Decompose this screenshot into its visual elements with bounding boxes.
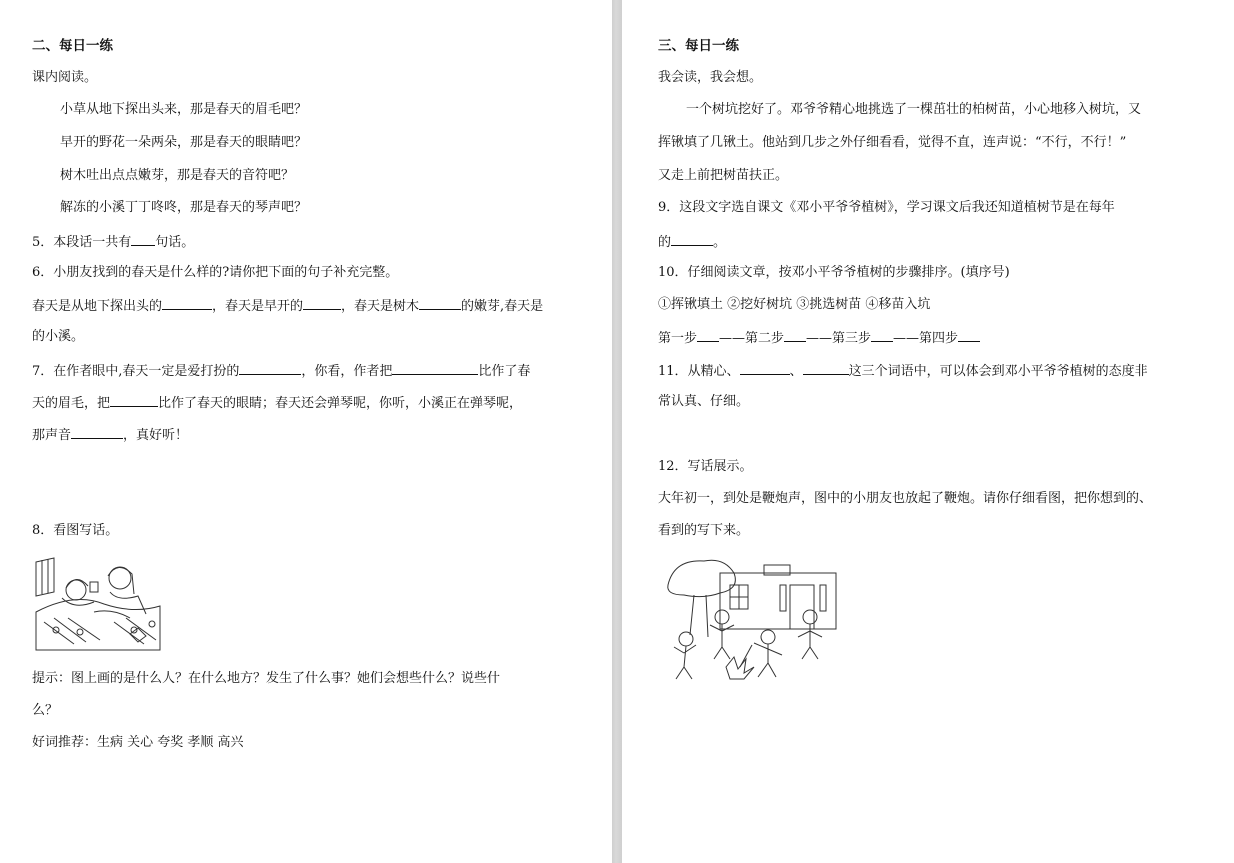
answer-blank[interactable] [697, 329, 719, 342]
answer-blank[interactable] [784, 329, 806, 342]
question-10-steps [658, 329, 980, 347]
answer-blank[interactable] [303, 297, 341, 310]
q11-text: 这三个词语中，可以体会到邓小平爷爷植树的态度非 [848, 364, 1148, 379]
answer-blank[interactable] [110, 394, 158, 407]
q7-text: 比作了春 [478, 364, 531, 379]
reading-intro: 课内阅读。 [32, 70, 98, 85]
question-6-line [32, 297, 543, 315]
q7-text: ，真好听！ [123, 428, 189, 443]
passage-line: 又走上前把树苗扶正。 [658, 168, 789, 183]
step-label: ——第四步 [893, 331, 959, 346]
poem-line: 早开的野花一朵两朵，那是春天的眼睛吧？ [60, 135, 308, 150]
page-gutter [612, 0, 622, 863]
question-10: 10．仔细阅读文章，按邓小平爷爷植树的步骤排序。(填序号) [658, 265, 1010, 280]
q7-text: 天的眉毛，把 [32, 396, 111, 411]
question-12: 12．写话展示。 [658, 459, 753, 474]
question-7-line [32, 394, 522, 412]
q7-text: 那声音 [32, 428, 72, 443]
recommended-words: 好词推荐：生病 关心 夸奖 孝顺 高兴 [32, 735, 244, 750]
sick-child-illustration [34, 552, 162, 652]
section-title: 三、每日一练 [658, 38, 739, 54]
passage-line: 一个树坑挖好了。邓爷爷精心地挑选了一棵茁壮的柏树苗，小心地移入树坑，又 [686, 102, 1142, 117]
q9-text: 的 [658, 235, 672, 250]
right-page [622, 0, 1234, 863]
question-11-line: 常认真、仔细。 [658, 394, 750, 409]
answer-blank[interactable] [803, 362, 849, 375]
answer-blank[interactable] [958, 329, 980, 342]
question-9-line [658, 233, 726, 251]
q11-text: 、 [789, 364, 803, 379]
q6-text: ，春天是树木 [341, 299, 420, 314]
answer-blank[interactable] [239, 362, 301, 375]
step-label: ——第三步 [806, 331, 872, 346]
q6-text: 的嫩芽,春天是 [461, 299, 544, 314]
q11-text: 11．从精心、 [658, 364, 740, 379]
poem-line: 解冻的小溪丁丁咚咚，那是春天的琴声吧？ [60, 200, 308, 215]
q6-text: ，春天是早开的 [212, 299, 304, 314]
hint-line: 么？ [32, 703, 59, 718]
question-9: 9．这段文字选自课文《邓小平爷爷植树》，学习课文后我还知道植树节是在每年 [658, 200, 1115, 215]
q7-text: ，你看，作者把 [301, 364, 393, 379]
section-title: 二、每日一练 [32, 38, 113, 54]
question-7-line [32, 426, 188, 444]
question-7 [32, 362, 530, 380]
question-6: 6．小朋友找到的春天是什么样的?请你把下面的句子补充完整。 [32, 265, 399, 280]
question-11 [658, 362, 1148, 380]
answer-blank[interactable] [871, 329, 893, 342]
question-8: 8．看图写话。 [32, 523, 119, 538]
answer-blank[interactable] [392, 362, 478, 375]
answer-blank[interactable] [740, 362, 790, 375]
question-12-line: 大年初一，到处是鞭炮声，图中的小朋友也放起了鞭炮。请你仔细看图，把你想到的、 [658, 491, 1153, 506]
question-12-line: 看到的写下来。 [658, 523, 750, 538]
answer-blank[interactable] [162, 297, 212, 310]
poem-line: 小草从地下探出头来，那是春天的眉毛吧？ [60, 102, 308, 117]
step-label: ——第二步 [719, 331, 785, 346]
question-10-options: ①挥锹填土 ②挖好树坑 ③挑选树苗 ④移苗入坑 [658, 297, 931, 312]
passage-line: 挥锹填了几锹土。他站到几步之外仔细看看，觉得不直，连声说：“不行，不行！” [658, 135, 1127, 150]
hint-line: 提示：图上画的是什么人？在什么地方？发生了什么事？她们会想些什么？说些什 [32, 671, 501, 686]
firecracker-illustration [664, 555, 844, 687]
q5-text: 5．本段话一共有 [32, 235, 132, 250]
q7-text: 比作了春天的眼睛；春天还会弹琴呢，你听，小溪正在弹琴呢， [158, 396, 523, 411]
answer-blank[interactable] [419, 297, 461, 310]
q9-text: 。 [713, 235, 727, 250]
q5-text: 句话。 [155, 235, 195, 250]
answer-blank[interactable] [671, 233, 713, 246]
question-5 [32, 233, 194, 251]
q6-text: 春天是从地下探出头的 [32, 299, 163, 314]
poem-line: 树木吐出点点嫩芽，那是春天的音符吧？ [60, 168, 295, 183]
answer-blank[interactable] [71, 426, 123, 439]
step-label: 第一步 [658, 331, 698, 346]
q7-text: 7．在作者眼中,春天一定是爱打扮的 [32, 364, 240, 379]
left-page [0, 0, 612, 863]
question-6-line: 的小溪。 [32, 329, 85, 344]
answer-blank[interactable] [131, 233, 155, 246]
reading-intro: 我会读，我会想。 [658, 70, 763, 85]
